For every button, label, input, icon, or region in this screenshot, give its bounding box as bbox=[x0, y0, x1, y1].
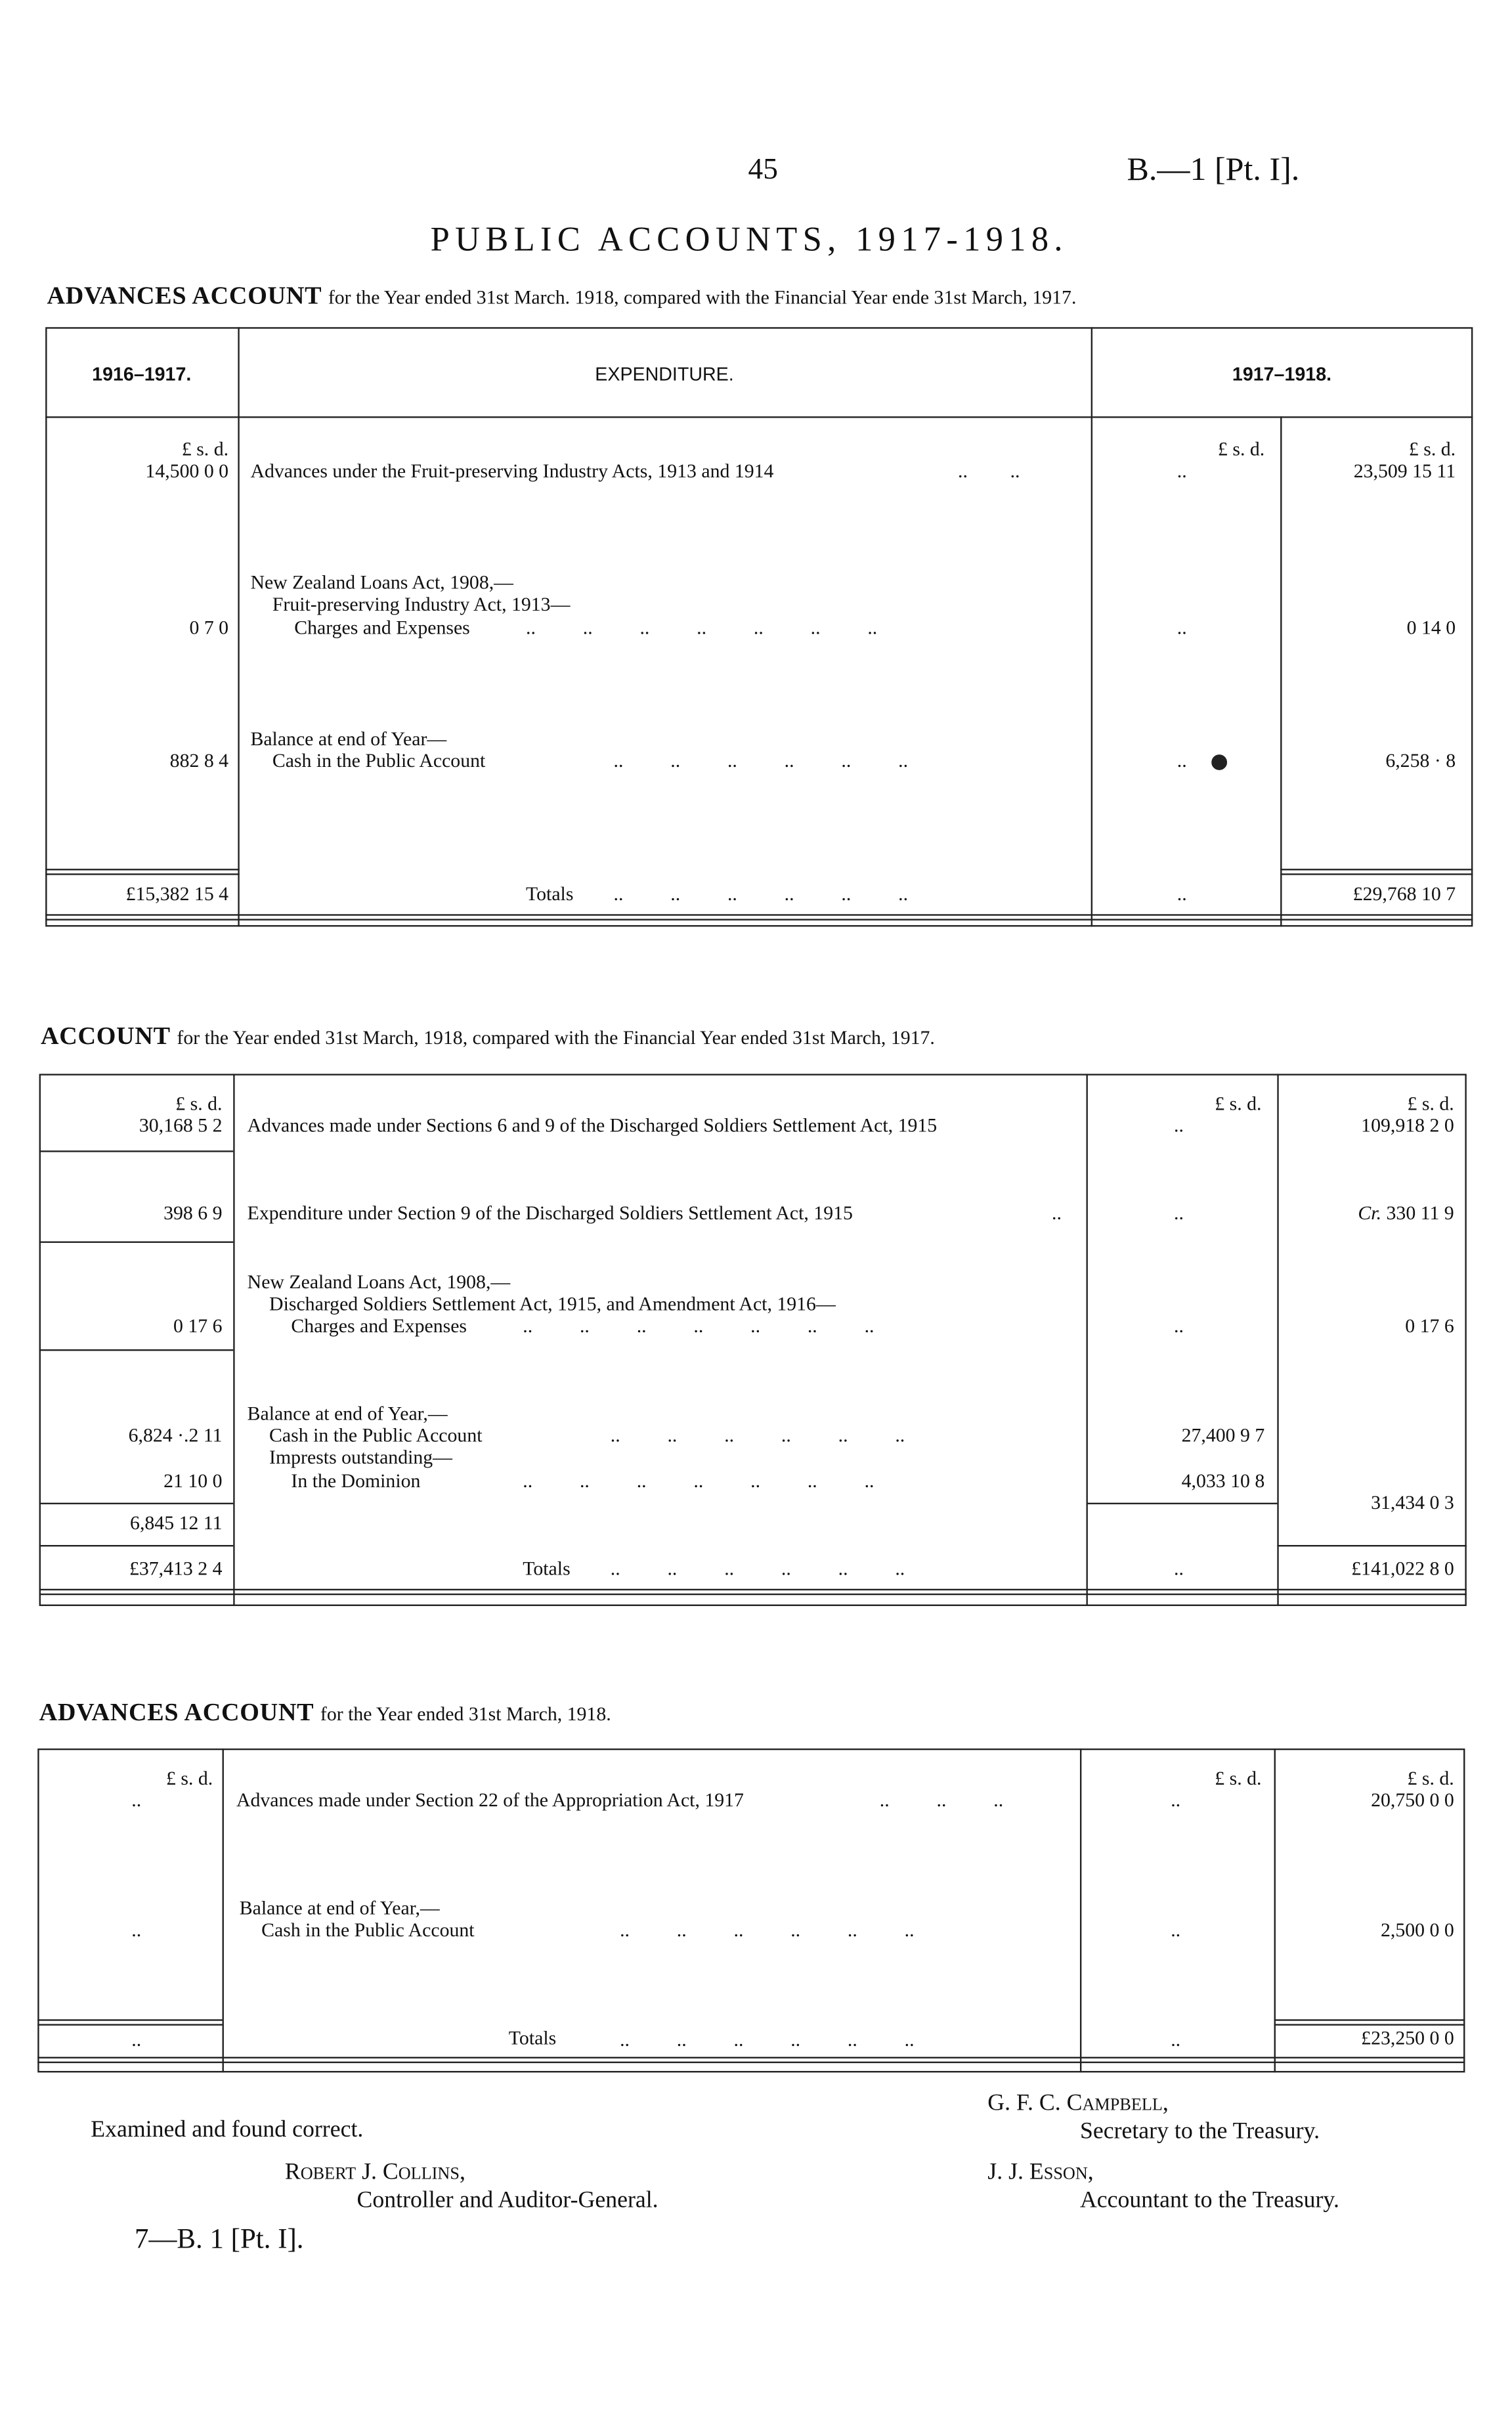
section3-prev-lsd: £ s. d. bbox=[166, 1767, 213, 1789]
section2-row1-prev: 30,168 5 2 bbox=[139, 1114, 223, 1137]
section2-curr-lsd: £ s. d. bbox=[1407, 1093, 1454, 1115]
section2-row4-mid-a: 27,400 9 7 bbox=[1181, 1424, 1265, 1446]
section1-row3-line1: Balance at end of Year— bbox=[250, 728, 447, 750]
section2-row4-prev-b: 21 10 0 bbox=[163, 1469, 223, 1492]
examined-statement: Examined and found correct. bbox=[91, 2118, 364, 2143]
section2-row3-line1: New Zealand Loans Act, 1908,— bbox=[247, 1271, 511, 1294]
section1-row2-leader: .. .. .. .. .. .. .. bbox=[526, 617, 878, 639]
section3-row2-mid: .. bbox=[1171, 1919, 1181, 1942]
section2-row2-mid: .. bbox=[1174, 1202, 1184, 1225]
section2-row3-leader: .. .. .. .. .. .. .. bbox=[523, 1315, 875, 1337]
section2-row3-line3: Charges and Expenses bbox=[291, 1315, 467, 1337]
section2-prev-lsd: £ s. d. bbox=[175, 1093, 223, 1115]
section2-row4-leader-a: .. .. .. .. .. .. bbox=[610, 1424, 905, 1446]
section3-totals-leader: .. .. .. .. .. .. bbox=[620, 2028, 915, 2051]
main-title: PUBLIC ACCOUNTS, 1917-1918. bbox=[430, 219, 1068, 259]
accountant-title: Accountant to the Treasury. bbox=[1079, 2188, 1339, 2213]
section3-totals-label: Totals bbox=[508, 2027, 557, 2049]
section3-row2-prev: .. bbox=[131, 1919, 142, 1942]
section2-row2-leader: .. bbox=[1052, 1202, 1062, 1225]
section2-title-rest: for the Year ended 31st March, 1918, compared with the Financial Year ended 31st March, 1917. bbox=[177, 1026, 935, 1049]
section2-row4-line2: Cash in the Public Account bbox=[269, 1424, 483, 1446]
section2-totals-leader: .. .. .. .. .. .. bbox=[610, 1557, 905, 1580]
section3-title-bold: ADVANCES ACCOUNT bbox=[39, 1700, 314, 1727]
section3-row1-desc: Advances made under Section 22 of the Appropriation Act, 1917 bbox=[236, 1789, 744, 1812]
section1-title-bold: ADVANCES ACCOUNT bbox=[47, 283, 322, 311]
section2-mid-lsd: £ s. d. bbox=[1215, 1093, 1262, 1115]
section2-row3-curr: 0 17 6 bbox=[1405, 1315, 1454, 1337]
section2-totals-label: Totals bbox=[523, 1557, 571, 1580]
section2-row3-line2: Discharged Soldiers Settlement Act, 1915, and Amendment Act, 1916— bbox=[269, 1293, 836, 1315]
ink-blot bbox=[1211, 754, 1227, 770]
section2-row4-line4: In the Dominion bbox=[291, 1469, 421, 1492]
section3-row2-leader: .. .. .. .. .. .. bbox=[620, 1919, 915, 1942]
section2-row4-curr: 31,434 0 3 bbox=[1371, 1491, 1454, 1514]
auditor-title: Controller and Auditor-General. bbox=[356, 2188, 659, 2213]
auditor-name: Robert J. Collins, bbox=[284, 2160, 465, 2186]
section2-table bbox=[39, 1074, 1467, 1606]
section2-row3-mid: .. bbox=[1174, 1315, 1184, 1337]
section1-col-prev-header: 1916–1917. bbox=[92, 363, 192, 385]
section1-title-rest: for the Year ended 31st March. 1918, compared with the Financial Year ende 31st March, 1917. bbox=[328, 286, 1077, 309]
section1-row3-line2: Cash in the Public Account bbox=[272, 749, 486, 772]
section1-row3-mid: .. bbox=[1177, 749, 1187, 772]
section1-row1-curr: 23,509 15 11 bbox=[1353, 460, 1456, 483]
signature-reference: 7—B. 1 [Pt. I]. bbox=[135, 2223, 304, 2254]
section2-row4-leader-b: .. .. .. .. .. .. .. bbox=[523, 1469, 875, 1492]
section1-totals-curr: £29,768 10 7 bbox=[1352, 882, 1456, 905]
section3-row1-curr: 20,750 0 0 bbox=[1371, 1789, 1454, 1812]
section1-totals-prev: £15,382 15 4 bbox=[125, 882, 229, 905]
section3-row2-curr: 2,500 0 0 bbox=[1380, 1919, 1454, 1942]
credit-marker: Cr. bbox=[1358, 1202, 1382, 1225]
section1-col-curr-header: 1917–1918. bbox=[1232, 363, 1332, 385]
section2-row4-mid-b: 4,033 10 8 bbox=[1181, 1469, 1265, 1492]
secretary-name: G. F. C. Campbell, bbox=[987, 2091, 1169, 2117]
page-number: 45 bbox=[748, 153, 778, 186]
section3-mid-lsd: £ s. d. bbox=[1215, 1767, 1262, 1789]
section1-totals-label: Totals bbox=[526, 882, 574, 905]
section3-curr-lsd: £ s. d. bbox=[1407, 1767, 1454, 1789]
section1-mid-lsd: £ s. d. bbox=[1218, 438, 1265, 460]
section1-prev-lsd: £ s. d. bbox=[181, 438, 229, 460]
section2-row4-prev-sum: 6,845 12 11 bbox=[130, 1512, 223, 1534]
section3-row1-leader: .. .. .. bbox=[879, 1789, 1004, 1812]
section2-row2-desc: Expenditure under Section 9 of the Discharged Soldiers Settlement Act, 1915 bbox=[247, 1202, 853, 1225]
document-reference: B.—1 [Pt. I]. bbox=[1127, 150, 1300, 188]
section3-row1-mid: .. bbox=[1171, 1789, 1181, 1812]
section1-totals-leader: .. .. .. .. .. .. bbox=[613, 882, 909, 905]
section1-row3-curr: 6,258 · 8 bbox=[1385, 749, 1456, 772]
section2-totals-mid: .. bbox=[1174, 1557, 1184, 1580]
section2-title bbox=[41, 1024, 935, 1052]
accountant-name: J. J. Esson, bbox=[987, 2160, 1094, 2186]
section1-row2-line3: Charges and Expenses bbox=[294, 617, 470, 639]
secretary-title: Secretary to the Treasury. bbox=[1079, 2119, 1320, 2145]
section3-totals-curr: £23,250 0 0 bbox=[1361, 2027, 1454, 2049]
section3-title bbox=[39, 1700, 611, 1728]
section2-row1-mid: .. bbox=[1174, 1114, 1184, 1137]
section1-row1-mid: .. bbox=[1177, 460, 1187, 483]
section1-row1-desc: Advances under the Fruit-preserving Industry Acts, 1913 and 1914 bbox=[250, 460, 774, 483]
section3-totals-prev: .. bbox=[131, 2028, 142, 2051]
section1-col-desc-header: EXPENDITURE. bbox=[595, 363, 734, 385]
section1-row1-prev: 14,500 0 0 bbox=[145, 460, 229, 483]
section2-row3-prev: 0 17 6 bbox=[173, 1315, 223, 1337]
section2-totals-prev: £37,413 2 4 bbox=[129, 1557, 223, 1580]
section3-row2-line1: Balance at end of Year,— bbox=[239, 1897, 440, 1919]
section2-row4-line1: Balance at end of Year,— bbox=[247, 1403, 448, 1425]
section2-title-bold: ACCOUNT bbox=[40, 1024, 171, 1051]
section1-row2-prev: 0 7 0 bbox=[189, 617, 229, 639]
section1-row3-leader: .. .. .. .. .. .. bbox=[613, 749, 909, 772]
section1-row1-leader: .. .. bbox=[958, 460, 1020, 483]
section2-row4-line3: Imprests outstanding— bbox=[269, 1446, 453, 1469]
section2-row1-desc: Advances made under Sections 6 and 9 of the Discharged Soldiers Settlement Act, 1915 bbox=[247, 1114, 938, 1137]
section3-row1-prev: .. bbox=[131, 1789, 142, 1812]
section1-row3-prev: 882 8 4 bbox=[169, 749, 229, 772]
section1-curr-lsd: £ s. d. bbox=[1408, 438, 1456, 460]
section1-row2-line2: Fruit-preserving Industry Act, 1913— bbox=[272, 593, 571, 615]
section2-row4-prev-a: 6,824 ·.2 11 bbox=[128, 1424, 223, 1446]
section3-row2-line2: Cash in the Public Account bbox=[261, 1919, 475, 1942]
section1-row2-mid: .. bbox=[1177, 617, 1187, 639]
section2-totals-curr: £141,022 8 0 bbox=[1351, 1557, 1454, 1580]
section1-totals-mid: .. bbox=[1177, 882, 1187, 905]
section1-row2-curr: 0 14 0 bbox=[1406, 617, 1456, 639]
section2-row2-curr: Cr. 330 11 9 bbox=[1358, 1202, 1454, 1225]
section3-totals-mid: .. bbox=[1171, 2028, 1181, 2051]
section2-row2-prev: 398 6 9 bbox=[163, 1202, 223, 1225]
section2-row1-curr: 109,918 2 0 bbox=[1361, 1114, 1454, 1137]
section1-row2-line1: New Zealand Loans Act, 1908,— bbox=[250, 571, 513, 594]
section1-title bbox=[47, 284, 1077, 312]
section3-title-rest: for the Year ended 31st March, 1918. bbox=[320, 1703, 611, 1726]
